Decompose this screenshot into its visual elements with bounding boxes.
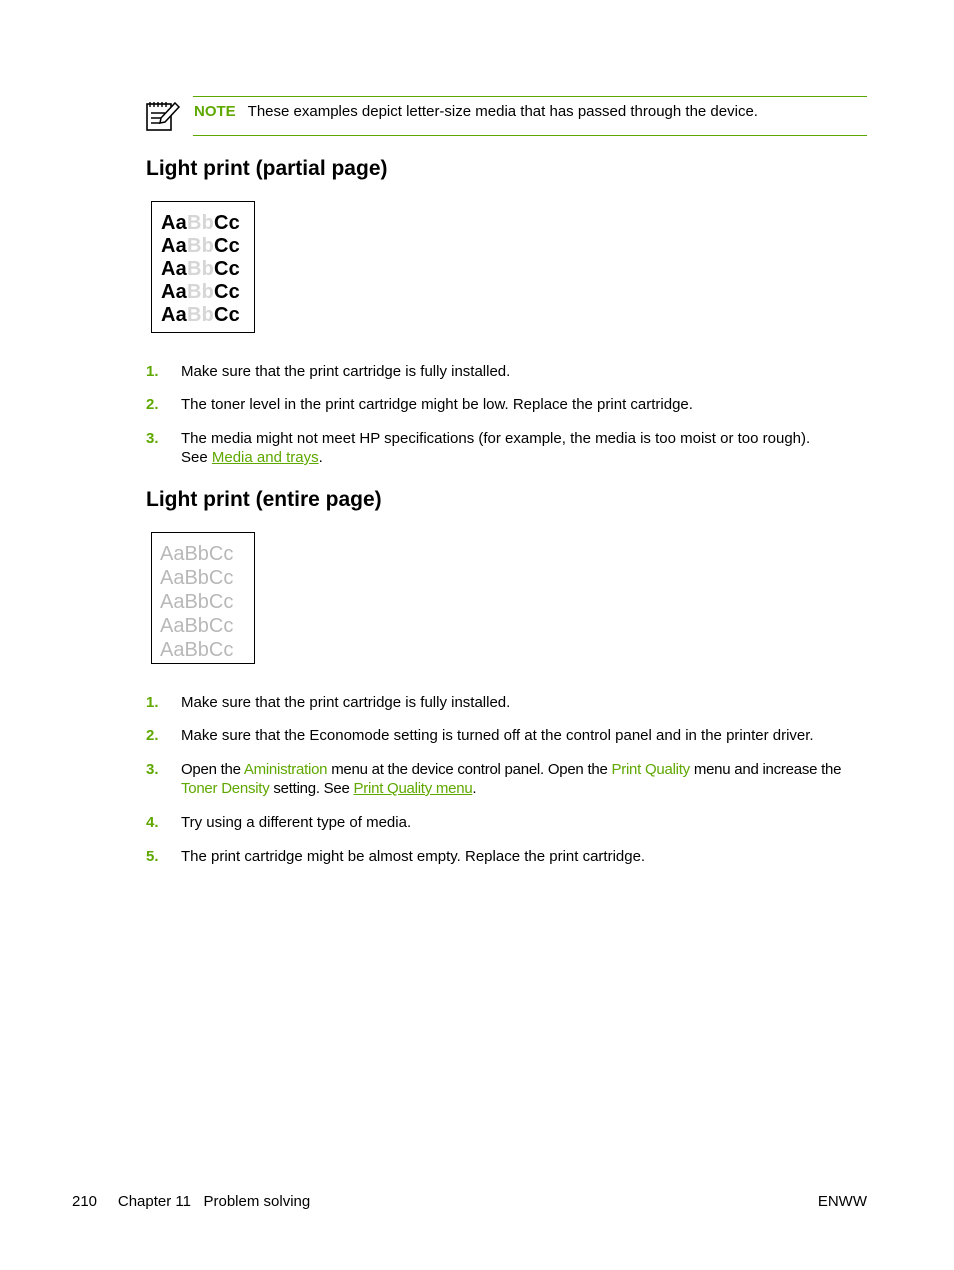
- sample-line: AaBbCc: [160, 567, 234, 589]
- list-number: 3.: [146, 761, 159, 778]
- list-text: The print cartridge might be almost empty. Replace the print cartridge.: [181, 848, 646, 865]
- print-quality-menu-link[interactable]: Print Quality menu: [353, 780, 473, 797]
- note-label: NOTE: [194, 103, 236, 120]
- partial-page-sample: [151, 201, 255, 333]
- entire-page-sample: [151, 532, 255, 664]
- footer-right: ENWW: [817, 1193, 867, 1210]
- list-text: The media might not meet HP specifications (for example, the media is too moist or too rough). See Media and trays.: [181, 430, 811, 466]
- list-number: 2.: [146, 396, 159, 413]
- list-number: 1.: [146, 363, 159, 380]
- list-text: Make sure that the print cartridge is fully installed.: [181, 363, 511, 380]
- media-and-trays-link[interactable]: Media and trays: [211, 449, 319, 466]
- chapter-title: Problem solving: [203, 1193, 311, 1210]
- sample-line: AaBbCc: [161, 235, 240, 257]
- note-bottom-rule: [193, 135, 867, 136]
- list-text: The toner level in the print cartridge might be low. Replace the print cartridge.: [181, 396, 693, 413]
- section-title-entire: Light print (entire page): [146, 488, 382, 511]
- sample-line: AaBbCc: [161, 304, 240, 326]
- page-number: 210: [72, 1193, 98, 1210]
- administration-menu-ref: Aministration: [243, 761, 328, 778]
- list-text: Make sure that the print cartridge is fully installed.: [181, 694, 511, 711]
- list-number: 5.: [146, 848, 159, 865]
- section-title-partial: Light print (partial page): [146, 157, 388, 180]
- toner-density-ref: Toner Density: [181, 780, 270, 797]
- note-pad-icon: [145, 99, 181, 133]
- list-text: Try using a different type of media.: [181, 814, 412, 831]
- sample-line: AaBbCc: [160, 615, 234, 637]
- note-text: [194, 103, 758, 120]
- print-quality-ref: Print Quality: [611, 761, 690, 778]
- list-number: 1.: [146, 694, 159, 711]
- sample-line: AaBbCc: [161, 258, 240, 280]
- chapter-label: Chapter 11: [117, 1193, 191, 1210]
- list-text: Open the Aministration menu at the device control panel. Open the Print Quality menu and increase the Toner Density setting. See Print Quality menu.: [181, 761, 842, 797]
- list-number: 3.: [146, 430, 159, 447]
- note-body: These examples depict letter-size media that has passed through the device.: [247, 103, 758, 120]
- list-text: Make sure that the Economode setting is turned off at the control panel and in the printer driver.: [181, 727, 814, 744]
- note-top-rule: [193, 96, 867, 97]
- sample-line: AaBbCc: [160, 591, 234, 613]
- list-number: 4.: [146, 814, 159, 831]
- list-number: 2.: [146, 727, 159, 744]
- sample-line: AaBbCc: [161, 212, 240, 234]
- sample-line: AaBbCc: [160, 639, 234, 661]
- sample-line: AaBbCc: [161, 281, 240, 303]
- footer-left: [72, 1193, 310, 1210]
- sample-line: AaBbCc: [160, 543, 234, 565]
